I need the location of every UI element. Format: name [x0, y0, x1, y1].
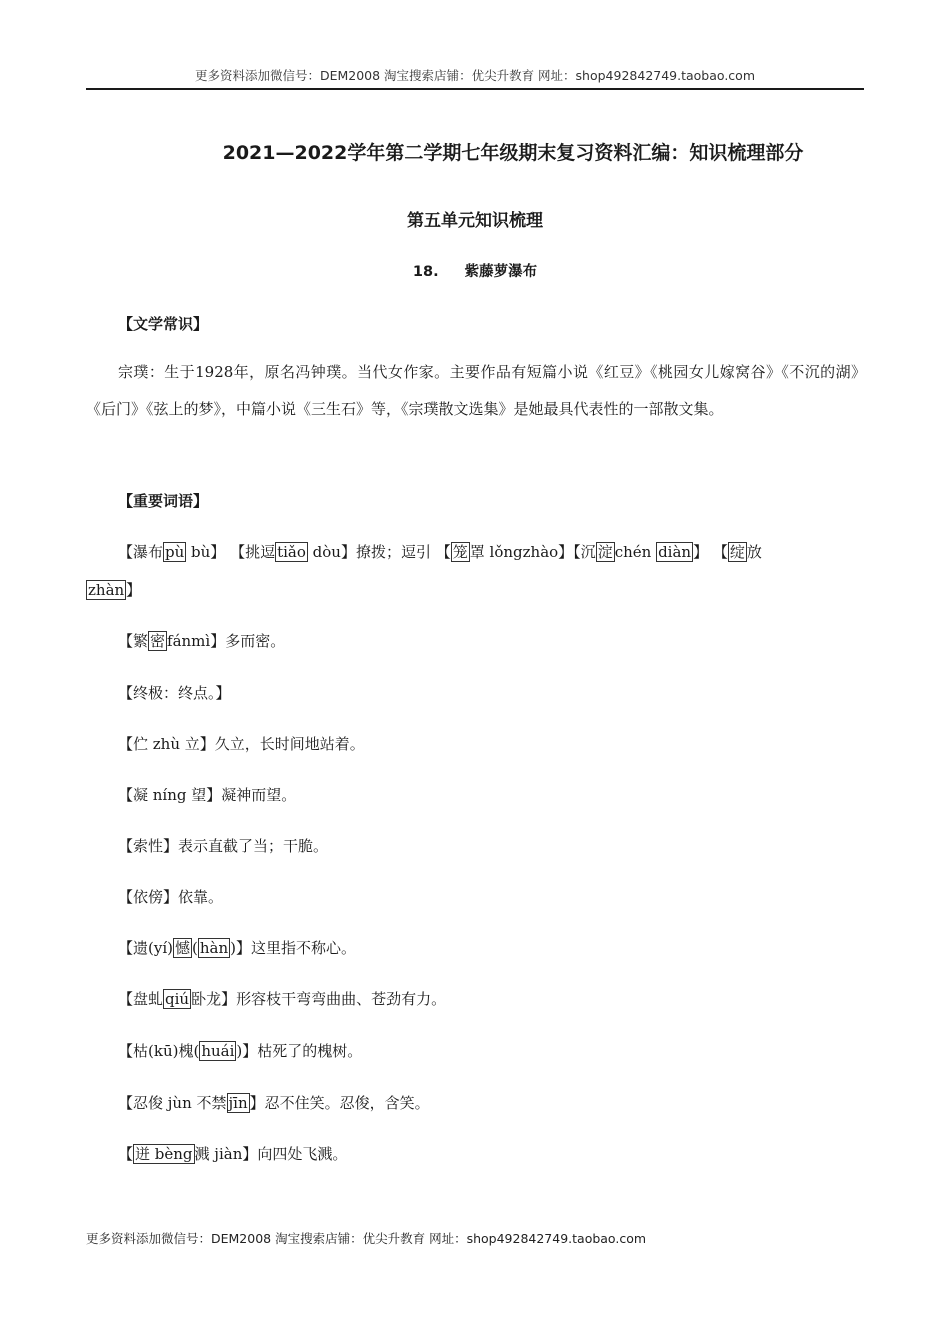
lesson-title [86, 260, 864, 281]
literature-paragraph: 宗璞：生于1928年，原名冯钟璞。当代女作家。主要作品有短篇小说《红豆》《桃园女儿嫁窝谷》《不沉的湖》《后门》《弦上的梦》，中篇小说《三生石》等，《宗璞散文选集》是她最具代表性的一部散文集。 [86, 363, 866, 418]
page-header: 更多资料添加微信号：DEM2008 淘宝搜索店铺：优尖升教育 网址：shop492842749.taobao.com [86, 66, 864, 90]
document-title: 2021—2022学年第二学期七年级期末复习资料汇编：知识梳理部分 [222, 142, 804, 164]
vocab-item: 【繁 密 fánmì】多而密。 [118, 632, 286, 650]
lesson-number: 18. [412, 264, 439, 280]
unit-title: 第五单元知识梳理 [407, 211, 543, 231]
vocab-item: 【索性】表示直截了当；干脆。 [118, 837, 329, 855]
vocab-item: 【盘虬 qiú 卧龙】形容枝干弯弯曲曲、苍劲有力。 [118, 990, 447, 1008]
vocab-item: 【依傍】依靠。 [118, 888, 224, 906]
section-heading-literature: 【文学常识】 [118, 315, 209, 333]
vocab-item: 【忍俊 jùn 不禁 jīn 】忍不住笑。忍俊，含笑。 [118, 1094, 430, 1112]
vocab-line: 【瀑布 pù bù】 【挑逗 tiǎo dòu】撩拨；逗引 【 笼 罩 lǒngzhào】【沉 淀 chén diàn 】 【 绽 放 [118, 543, 762, 561]
section-heading-vocab: 【重要词语】 [118, 492, 209, 510]
vocab-item: 【遗(yí) 憾 ( hàn )】这里指不称心。 [118, 939, 356, 957]
vocab-item: 【终极：终点。】 [118, 684, 231, 702]
vocab-item: 【伫 zhù 立】久立，长时间地站着。 [118, 735, 365, 753]
lesson-name: 紫藤萝瀑布 [464, 264, 538, 280]
vocab-item: 【 迸 bèng 溅 jiàn】向四处飞溅。 [118, 1145, 348, 1163]
vocab-line: zhàn 】 [88, 581, 142, 599]
vocab-item: 【枯(kū)槐( huái )】枯死了的槐树。 [118, 1042, 363, 1060]
page-footer: 更多资料添加微信号：DEM2008 淘宝搜索店铺：优尖升教育 网址：shop492842749.taobao.com [86, 1231, 647, 1246]
vocab-item: 【凝 níng 望】凝神而望。 [118, 786, 297, 804]
